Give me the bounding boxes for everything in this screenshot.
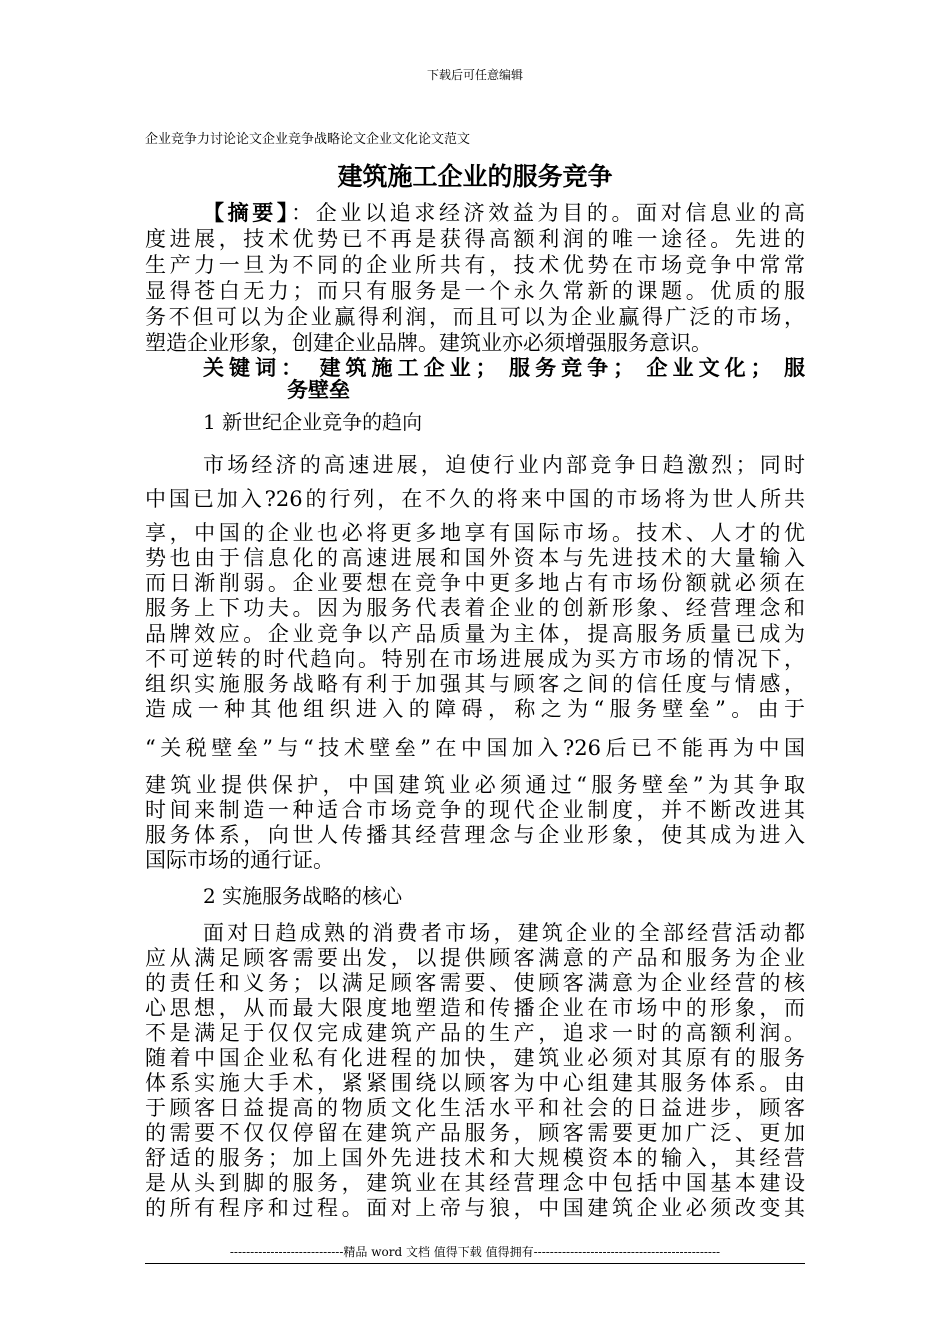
- body-line: 的所有程序和过程。面对上帝与狼，中国建筑企业必须改变其: [145, 1196, 805, 1220]
- abstract-line: 塑造企业形象，创建企业品牌。建筑业亦必须增强服务意识。: [145, 331, 712, 355]
- document-title: 建筑施工企业的服务竞争: [337, 162, 613, 191]
- body-line: 势也由于信息化的高速进展和国外资本与先进技术的大量输入: [145, 546, 805, 570]
- section-heading-1: 1 新世纪企业竞争的趋向: [203, 410, 423, 434]
- keywords-line: 关键词： 建筑施工企业； 服务竞争； 企业文化； 服: [203, 355, 805, 380]
- body-line: 市场经济的高速进展，迫使行业内部竞争日趋激烈；同时: [203, 453, 805, 477]
- body-line: 是从头到脚的服务，建筑业在其经营理念中包括中国基本建设: [145, 1171, 805, 1195]
- body-line: 随着中国企业私有化进程的加快，建筑业必须对其原有的服务: [145, 1046, 805, 1070]
- keywords-line-end: 务壁垒: [287, 377, 350, 402]
- body-line: 的责任和义务；以满足顾客需要、使顾客满意为企业经营的核: [145, 971, 805, 995]
- body-line: 国际市场的通行证。: [145, 848, 334, 872]
- abstract-line: 生产力一旦为不同的企业所共有，技术优势在市场竞争中常常: [145, 253, 805, 277]
- body-line: 而日渐削弱。企业要想在竞争中更多地占有市场份额就必须在: [145, 571, 805, 595]
- body-line: 的需要不仅仅停留在建筑产品服务，顾客需要更加广泛、更加: [145, 1121, 805, 1145]
- body-line: 建筑业提供保护，中国建筑业必须通过“服务壁垒”为其争取: [145, 773, 805, 797]
- body-line: 中国已加入?26的行列，在不久的将来中国的市场将为世人所共: [145, 487, 805, 511]
- body-line: 于顾客日益提高的物质文化生活水平和社会的日益进步，顾客: [145, 1096, 805, 1120]
- body-line: 舒适的服务；加上国外先进技术和大规模资本的输入，其经营: [145, 1146, 805, 1170]
- abstract-line: [145, 200, 805, 226]
- body-line: 服务上下功夫。因为服务代表着企业的创新形象、经营理念和: [145, 596, 805, 620]
- body-line: 服务体系，向世人传播其经营理念与企业形象，使其成为进入: [145, 823, 805, 847]
- footer-rule: [145, 1263, 805, 1264]
- body-line: 面对日趋成熟的消费者市场，建筑企业的全部经营活动都: [203, 921, 805, 945]
- body-line: 体系实施大手术，紧紧围绕以顾客为中心组建其服务体系。由: [145, 1071, 805, 1095]
- footer-text: ----------------------------精品 word 文档 值得下载 值得拥有----------------------------------------------: [229, 1245, 721, 1259]
- body-line: 不可逆转的时代趋向。特别在市场进展成为买方市场的情况下，: [145, 647, 805, 671]
- body-line: 品牌效应。企业竞争以产品质量为主体，提高服务质量已成为: [145, 622, 805, 646]
- body-line: 应从满足顾客需要出发，以提供顾客满意的产品和服务为企业: [145, 946, 805, 970]
- body-line: 心思想，从而最大限度地塑造和传播企业在市场中的形象，而: [145, 996, 805, 1020]
- abstract-line: 显得苍白无力；而只有服务是一个永久常新的课题。优质的服: [145, 279, 805, 303]
- body-line: “关税壁垒”与“技术壁垒”在中国加入?26后已不能再为中国: [145, 736, 805, 760]
- body-line: 造成一种其他组织进入的障碍，称之为“服务壁垒”。由于: [145, 697, 805, 721]
- section-heading-2: 2 实施服务战略的核心: [203, 884, 403, 908]
- body-line: 时间来制造一种适合市场竞争的现代企业制度，并不断改进其: [145, 798, 805, 822]
- abstract-line: 度进展，技术优势已不再是获得高额利润的唯一途径。先进的: [145, 227, 805, 251]
- category-line: 企业竞争力讨论论文企业竞争战略论文企业文化论文范文: [145, 132, 471, 147]
- header-note: 下载后可任意编辑: [426, 68, 523, 82]
- body-line: 组织实施服务战略有利于加强其与顾客之间的信任度与情感，: [145, 672, 805, 696]
- abstract-text: ：企业以追求经济效益为目的。面对信息业的高: [291, 201, 805, 225]
- abstract-label: 【摘要】: [203, 200, 292, 225]
- body-line: 不是满足于仅仅完成建筑产品的生产，追求一时的高额利润。: [145, 1021, 805, 1045]
- abstract-line: 务不但可以为企业赢得利润，而且可以为企业赢得广泛的市场，: [145, 305, 805, 329]
- body-line: 享，中国的企业也必将更多地享有国际市场。技术、人才的优: [145, 521, 805, 545]
